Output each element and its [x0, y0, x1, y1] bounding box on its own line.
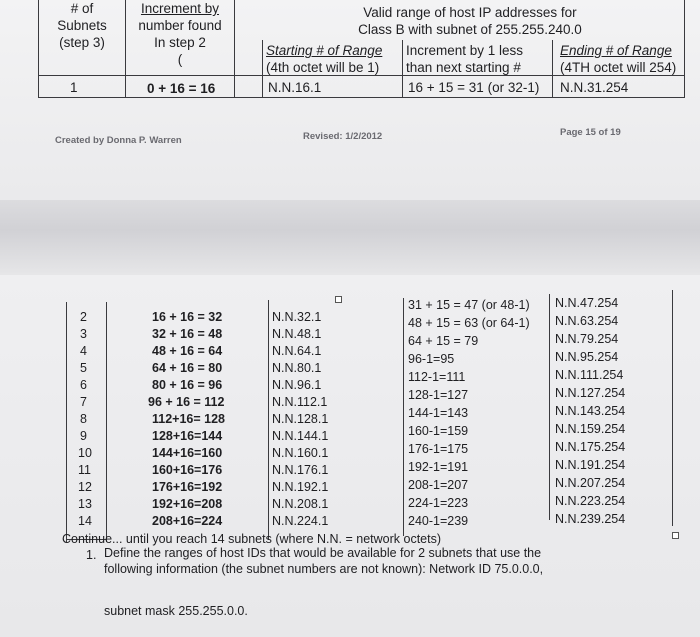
increment-header: Increment by number found In step 2 ( [138, 1, 222, 67]
footer-revised: Revised: 1/2/2012 [303, 131, 383, 142]
table-row: 8 112+16= 128 N.N.128.1 144-1=143 N.N.143.254 [80, 404, 626, 426]
increment-by-one-header: Increment by 1 less than next starting # [406, 43, 524, 75]
table-row: 5 64 + 16 = 80 N.N.80.1 96-1=95 N.N.95.254 [80, 350, 619, 375]
row-1-increment: 16 + 15 = 31 (or 32-1) [408, 80, 540, 95]
footer-author: Created by Donna P. Warren [55, 135, 182, 146]
table-move-handle[interactable] [335, 296, 342, 303]
table-row: 10 144+16=160 N.N.160.1 176-1=175 N.N.175.254 [78, 440, 626, 460]
footer-page-number: Page 15 of 19 [560, 127, 621, 138]
table-row: 12 176+16=192 N.N.192.1 208-1=207 N.N.207.254 [78, 476, 626, 494]
row-1-start: N.N.16.1 [268, 80, 322, 95]
question-line-2: following information (the subnet numbers are not known): Network ID 75.0.0.0, [104, 562, 544, 576]
table-row: 7 96 + 16 = 112 N.N.112.1 128-1=127 N.N.127.254 [80, 386, 626, 409]
table-row: 11 160+16=176 N.N.176.1 192-1=191 N.N.191.254 [78, 458, 626, 477]
range-header: Valid range of host IP addresses for Class B with subnet of 255.255.240.0 [358, 5, 582, 37]
table-row: 9 128+16=144 N.N.144.1 160-1=159 N.N.159.254 [80, 422, 626, 443]
continue-instruction: Continue... until you reach 14 subnets (where N.N. = network octets) [62, 532, 442, 546]
row-1-number: 1 [70, 80, 78, 95]
table-row: 3 32 + 16 = 48 N.N.48.1 48 + 15 = 63 (or 64-1) N.N.63.254 [80, 314, 619, 341]
question-number: 1. [86, 548, 97, 562]
table-row: 4 48 + 16 = 64 N.N.64.1 64 + 15 = 79 N.N.79.254 [80, 332, 619, 358]
table-resize-handle[interactable] [672, 532, 679, 539]
question-line-1: Define the ranges of host IDs that would be available for 2 subnets that use the [104, 546, 542, 560]
row-1-end: N.N.31.254 [560, 80, 629, 95]
table-row: 14 208+16=224 N.N.224.1 240-1=239 N.N.239.254 [78, 512, 626, 528]
question-line-3: subnet mask 255.255.0.0. [104, 604, 248, 618]
table-row: 6 80 + 16 = 96 N.N.96.1 112-1=111 N.N.111.254 [80, 368, 624, 392]
starting-range-header: Starting # of Range (4th octet will be 1) [266, 43, 383, 75]
ending-range-header: Ending # of Range (4TH octet will 254) [560, 43, 677, 75]
subnets-header: # of Subnets (step 3) [57, 1, 107, 50]
table-row: 13 192+16=208 N.N.208.1 224-1=223 N.N.223.254 [78, 494, 626, 511]
table-row: 2 16 + 16 = 32 N.N.32.1 31 + 15 = 47 (or 48-1) N.N.47.254 [80, 296, 619, 324]
row-1-calc: 0 + 16 = 16 [147, 81, 216, 96]
page-gap [0, 200, 700, 275]
